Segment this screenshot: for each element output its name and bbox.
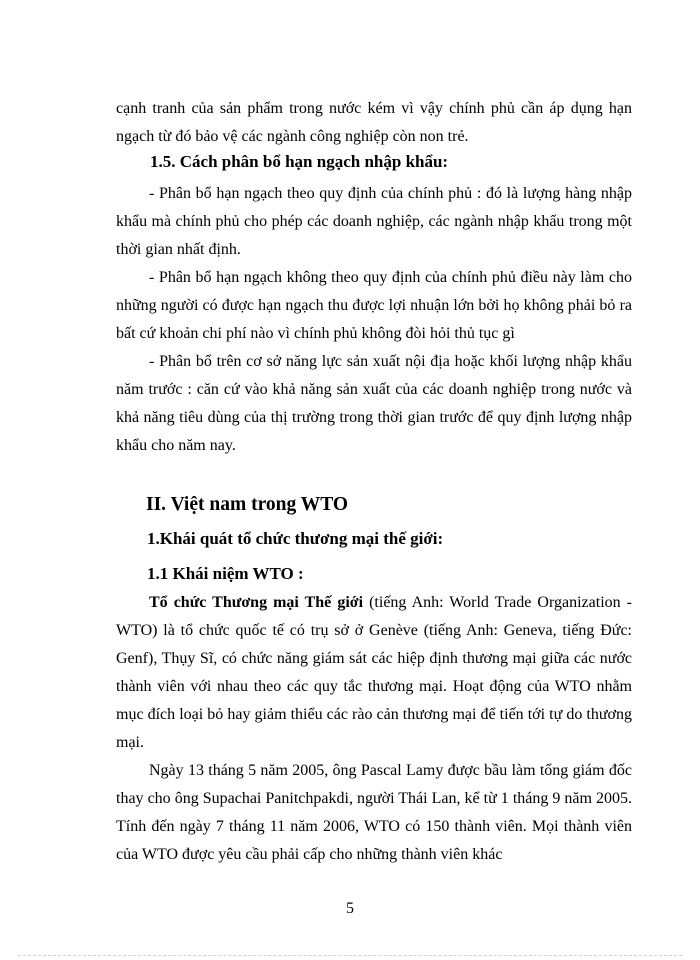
page-bottom-divider: [18, 955, 682, 956]
paragraph-pascal-lamy: Ngày 13 tháng 5 năm 2005, ông Pascal Lamy được bầu làm tổng giám đốc thay cho ông Supachai Panitchpakdi, người Thái Lan, kể từ 1 tháng 9 năm 2005. Tính đến ngày 7 tháng 11 năm 2006, WTO có 150 thành viên. Mọi thành viên của WTO được yêu cầu phải cấp cho những thành viên khác: [116, 762, 632, 863]
paragraph-intro: cạnh tranh của sản phẩm trong nước kém vì vậy chính phủ cần áp dụng hạn ngạch từ đó bảo vệ các ngành công nghiệp còn non trẻ.: [116, 100, 632, 145]
subheading-wto-concept: 1.1 Khái niệm WTO :: [147, 564, 304, 583]
heading-quota-allocation: 1.5. Cách phân bổ hạn ngạch nhập khẩu:: [150, 152, 449, 171]
wto-definition-text: (tiếng Anh: World Trade Organization - WTO) là tổ chức quốc tế có trụ sở ở Genève (tiếng Anh: Geneva, tiếng Đức: Genf), Thụy Sĩ, có chức năng giám sát các hiệp định thương mại giữa các nước thành viên với nhau theo các quy tắc thương mại. Hoạt động của WTO nhằm mục đích loại bỏ hay giảm thiểu các rào cản thương mại để tiến tới tự do thương mại.: [116, 594, 633, 751]
paragraph-wto-definition: [116, 589, 632, 757]
bullet-capacity-allocation: - Phân bổ trên cơ sở năng lực sản xuất nội địa hoặc khối lượng nhập khẩu năm trước : căn cứ vào khả năng sản xuất của các doanh nghiệp trong nước và khả năng tiêu dùng của thị trường trong thời gian trước để quy định lượng nhập khẩu cho năm nay.: [116, 353, 632, 454]
bullet-non-government-allocation: - Phân bổ hạn ngạch không theo quy định của chính phủ điều này làm cho những người có được hạn ngạch thu được lợi nhuận lớn bởi họ không phải bỏ ra bất cứ khoản chi phí nào vì chính phủ không đòi hỏi thủ tục gì: [116, 269, 632, 342]
subheading-wto-overview: 1.Khái quát tổ chức thương mại thế giới:: [147, 529, 444, 548]
wto-term: Tổ chức Thương mại Thế giới: [149, 594, 364, 611]
section-heading-vietnam-wto: II. Việt nam trong WTO: [146, 494, 349, 515]
page-number: 5: [346, 900, 354, 917]
bullet-government-allocation: - Phân bổ hạn ngạch theo quy định của chính phủ : đó là lượng hàng nhập khẩu mà chính phủ cho phép các doanh nghiệp, các ngành nhập khẩu trong một thời gian nhất định.: [116, 185, 632, 258]
